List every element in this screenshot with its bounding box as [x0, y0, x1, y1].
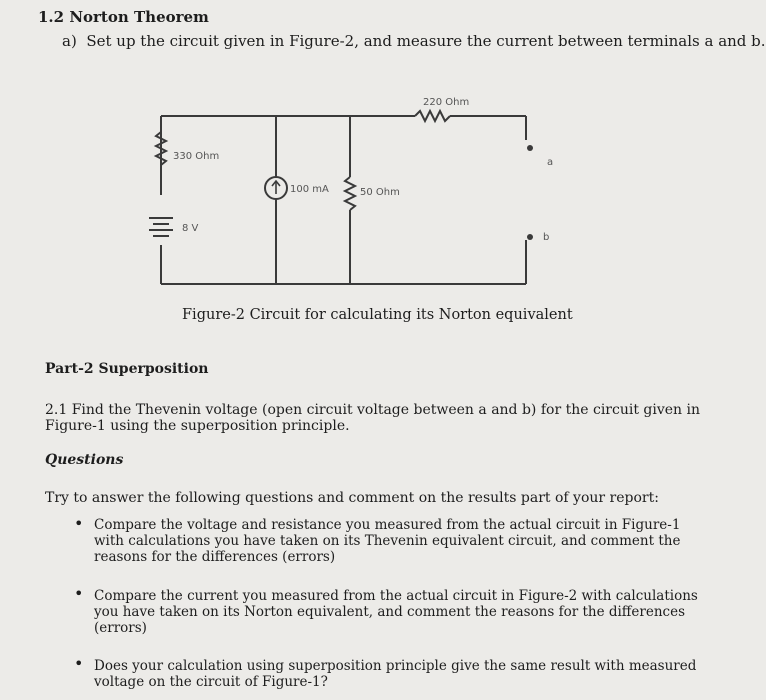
- part2-line2: Figure-1 using the superposition principle.: [45, 418, 350, 434]
- label-8v: 8 V: [182, 223, 199, 234]
- label-terminal-a: a: [547, 157, 554, 168]
- bullet-dot: •: [74, 654, 84, 673]
- terminal-b-dot: [527, 234, 533, 240]
- questions-title: Questions: [45, 452, 124, 468]
- bullet-3-line-2: voltage on the circuit of Figure-1?: [94, 674, 328, 690]
- figure-caption: Figure-2 Circuit for calculating its Norton equivalent: [182, 307, 573, 323]
- bullet-1-line-1: Compare the voltage and resistance you measured from the actual circuit in Figure-1: [94, 517, 681, 533]
- bullet-2-line-1: Compare the current you measured from the actual circuit in Figure-2 with calculations: [94, 588, 698, 604]
- part2-line1: 2.1 Find the Thevenin voltage (open circuit voltage between a and b) for the circuit given in: [45, 402, 700, 418]
- section-heading: 1.2 Norton Theorem: [38, 8, 209, 26]
- label-100ma: 100 mA: [290, 184, 329, 195]
- label-220: 220 Ohm: [423, 97, 470, 108]
- questions-intro: Try to answer the following questions and comment on the results part of your report:: [45, 490, 659, 506]
- resistor-220-symbol: [415, 111, 450, 121]
- circuit-diagram: [0, 80, 679, 300]
- bullet-dot: •: [74, 584, 84, 603]
- bullet-1-line-2: with calculations you have taken on its Thevenin equivalent circuit, and comment the: [94, 533, 681, 549]
- label-terminal-b: b: [543, 232, 550, 243]
- bullet-3-line-1: Does your calculation using superposition principle give the same result with measured: [94, 658, 697, 674]
- label-50: 50 Ohm: [360, 187, 400, 198]
- battery-symbol: [149, 218, 173, 236]
- part2-title: Part-2 Superposition: [45, 361, 209, 377]
- bullet-2-line-2: you have taken on its Norton equivalent, and comment the reasons for the differences: [94, 604, 686, 620]
- bullet-dot: •: [74, 514, 84, 533]
- task-a-text: a) Set up the circuit given in Figure-2, and measure the current between terminals a and b.: [62, 32, 766, 50]
- resistor-50-symbol: [345, 177, 355, 210]
- label-330: 330 Ohm: [173, 151, 220, 162]
- bullet-1-line-3: reasons for the differences (errors): [94, 549, 336, 565]
- terminal-a-dot: [527, 145, 533, 151]
- bullet-2-line-3: (errors): [94, 620, 147, 636]
